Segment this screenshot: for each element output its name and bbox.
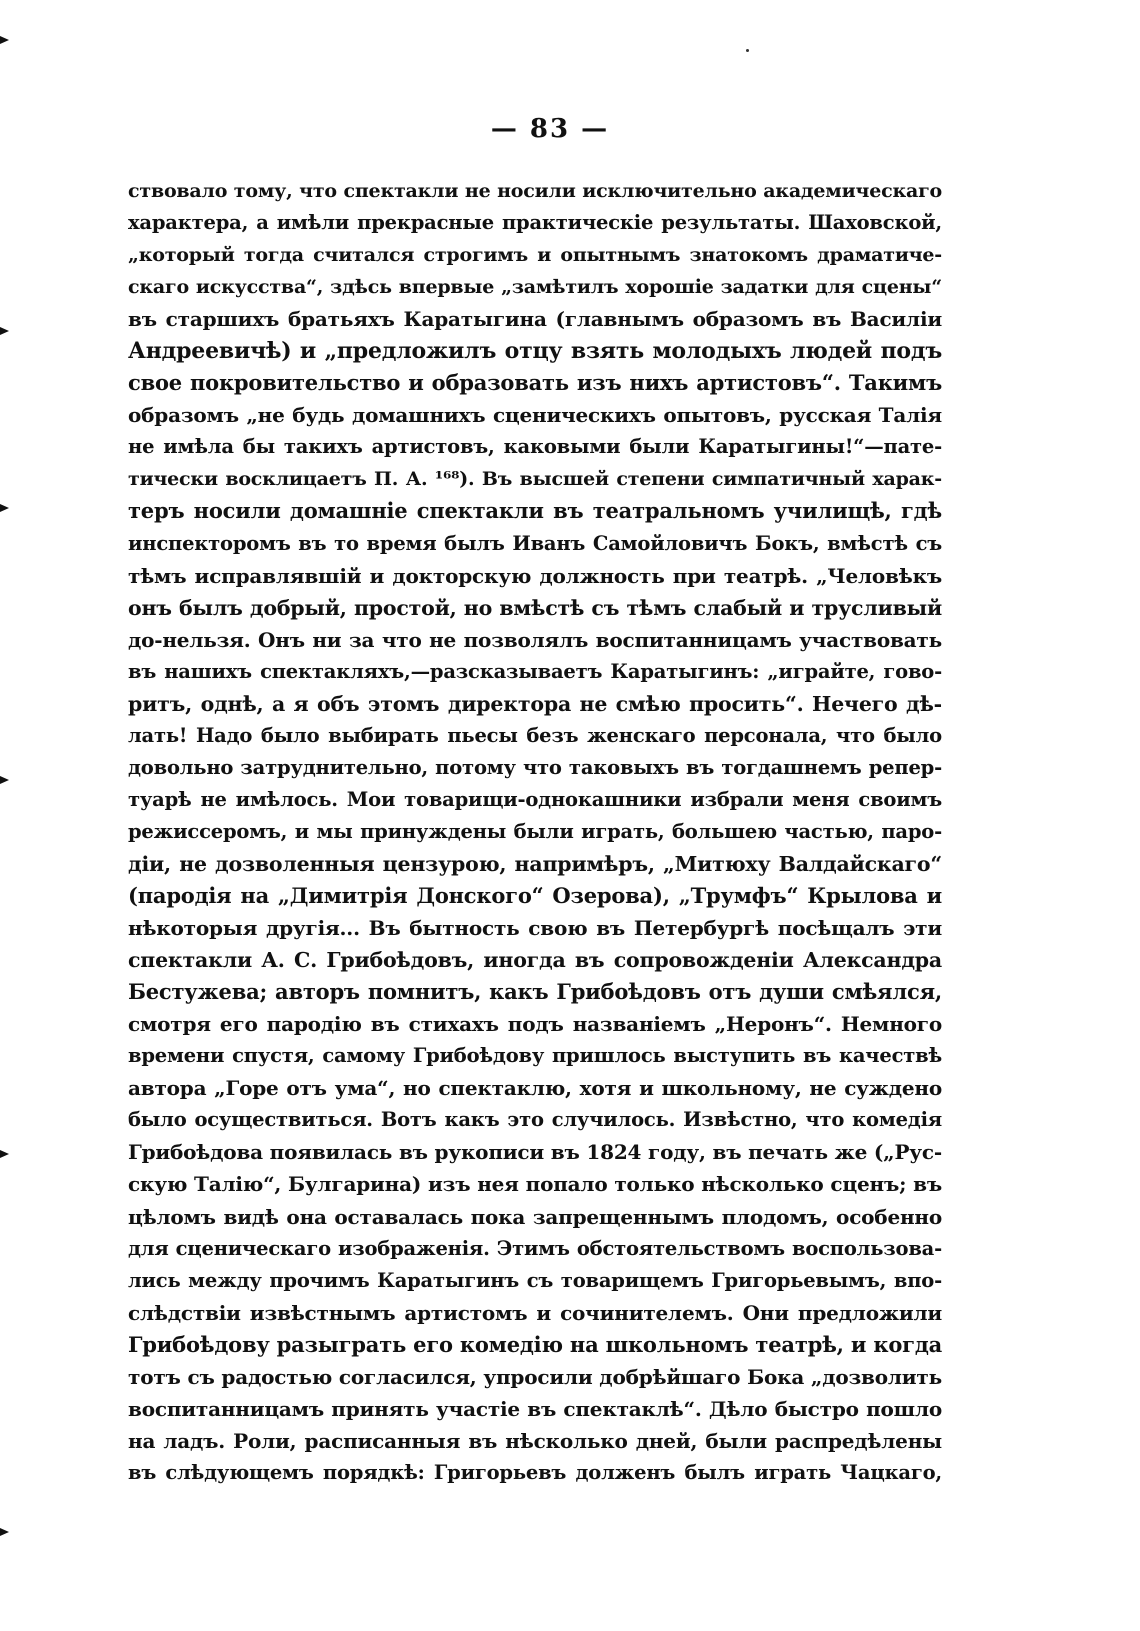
scan-speck (746, 49, 749, 52)
text-line: смотря его пародію въ стихахъ подъ названіемъ „Неронъ“. Немного (128, 1012, 942, 1037)
text-line: (пародія на „Димитрія Донского“ Озерова), „Трумфъ“ Крылова и (128, 883, 942, 909)
text-line: спектакли А. С. Грибоѣдовъ, иногда въ сопровожденіи Александра (128, 948, 942, 973)
margin-mark (0, 1528, 9, 1536)
margin-mark (0, 327, 9, 335)
text-line: тотъ съ радостью согласился, упросили добрѣйшаго Бока „дозволить (128, 1364, 942, 1389)
text-line: ритъ, однѣ, а я объ этомъ директора не смѣю просить“. Нечего дѣ- (128, 691, 942, 716)
text-line: было осуществиться. Вотъ какъ это случилось. Извѣстно, что комедія (128, 1108, 942, 1132)
margin-mark (0, 776, 9, 784)
text-line: Бестужева; авторъ помнитъ, какъ Грибоѣдовъ отъ души смѣялся, (128, 979, 942, 1005)
text-line: тѣмъ исправлявшій и докторскую должность при театрѣ. „Человѣкъ (128, 563, 942, 588)
page-number: — 83 — (490, 114, 610, 144)
text-line: ствовало тому, что спектакли не носили исключительно академическаго (128, 180, 942, 202)
text-line: тически восклицаетъ П. А. ¹⁶⁸). Въ высшей степени симпатичный харак- (128, 468, 942, 491)
text-line: Андреевичѣ) и „предложилъ отцу взять молодыхъ людей подъ (128, 338, 942, 365)
margin-mark (0, 1150, 9, 1158)
text-line: скую Талію“, Булгарина) изъ нея попало только нѣсколько сценъ; въ (128, 1172, 942, 1197)
text-line: діи, не дозволенныя цензурою, напримѣръ, „Митюху Валдайскаго“ (128, 851, 942, 876)
text-line: не имѣла бы такихъ артистовъ, каковыми были Каратыгины!“—пате- (128, 435, 942, 459)
text-line: цѣломъ видѣ она оставалась пока запрещеннымъ плодомъ, особенно (128, 1204, 942, 1229)
text-line: теръ носили домашніе спектакли въ театральномъ училищѣ, гдѣ (128, 498, 942, 524)
body-text (128, 175, 942, 1489)
margin-mark (0, 504, 9, 512)
text-line: въ старшихъ братьяхъ Каратыгина (главнымъ образомъ въ Василіи (128, 307, 942, 332)
text-line: характера, а имѣли прекрасные практическіе результаты. Шаховской, (128, 211, 942, 235)
text-line: до-нельзя. Онъ ни за что не позволялъ воспитанницамъ участвовать (128, 627, 942, 652)
text-line: туарѣ не имѣлось. Мои товарищи-однокашники избрали меня своимъ (128, 787, 942, 811)
text-line: для сценическаго изображенія. Этимъ обстоятельствомъ воспользова- (128, 1236, 942, 1260)
text-line: образомъ „не будь домашнихъ сценическихъ опытовъ, русская Талія (128, 403, 942, 428)
text-line: времени спустя, самому Грибоѣдову пришлось выступить въ качествѣ (128, 1044, 942, 1068)
text-line: скаго искусства“, здѣсь впервые „замѣтилъ хорошіе задатки для сцены“ (128, 276, 942, 299)
text-line: Грибоѣдову разыграть его комедію на школьномъ театрѣ, и когда (128, 1331, 943, 1357)
text-line: лать! Надо было выбирать пьесы безъ женскаго персонала, что было (128, 723, 942, 747)
text-line: Грибоѣдова появилась въ рукописи въ 1824 году, въ печать же („Рус- (128, 1140, 942, 1165)
text-line: воспитанницамъ принять участіе въ спектаклѣ“. Дѣло быстро пошло (128, 1396, 942, 1421)
text-line: слѣдствіи извѣстнымъ артистомъ и сочинителемъ. Они предложили (128, 1300, 942, 1325)
text-line: на ладъ. Роли, расписанныя въ нѣсколько дней, были распредѣлены (128, 1428, 942, 1453)
margin-mark (0, 36, 9, 44)
text-line: автора „Горе отъ ума“, но спектаклю, хотя и школьному, не суждено (128, 1076, 942, 1101)
text-line: лись между прочимъ Каратыгинъ съ товарищемъ Григорьевымъ, впо- (128, 1268, 942, 1292)
text-line: нѣкоторыя другія... Въ бытность свою въ Петербургѣ посѣщалъ эти (128, 916, 942, 941)
text-line: въ слѣдующемъ порядкѣ: Григорьевъ долженъ былъ играть Чацкаго, (128, 1460, 942, 1484)
text-line: довольно затруднительно, потому что таковыхъ въ тогдашнемъ репер- (128, 755, 942, 779)
text-line: инспекторомъ въ то время былъ Иванъ Самойловичъ Бокъ, вмѣстѣ съ (128, 531, 942, 555)
text-line: режиссеромъ, и мы принуждены были играть, большею частью, паро- (128, 819, 942, 843)
text-line: онъ былъ добрый, простой, но вмѣстѣ съ тѣмъ слабый и трусливый (128, 595, 942, 620)
text-line: свое покровительство и образовать изъ нихъ артистовъ“. Такимъ (128, 370, 942, 396)
text-line: въ нашихъ спектакляхъ,—разсказываетъ Каратыгинъ: „играйте, гово- (128, 659, 942, 683)
text-line: „который тогда считался строгимъ и опытнымъ знатокомъ драматиче- (128, 244, 942, 267)
